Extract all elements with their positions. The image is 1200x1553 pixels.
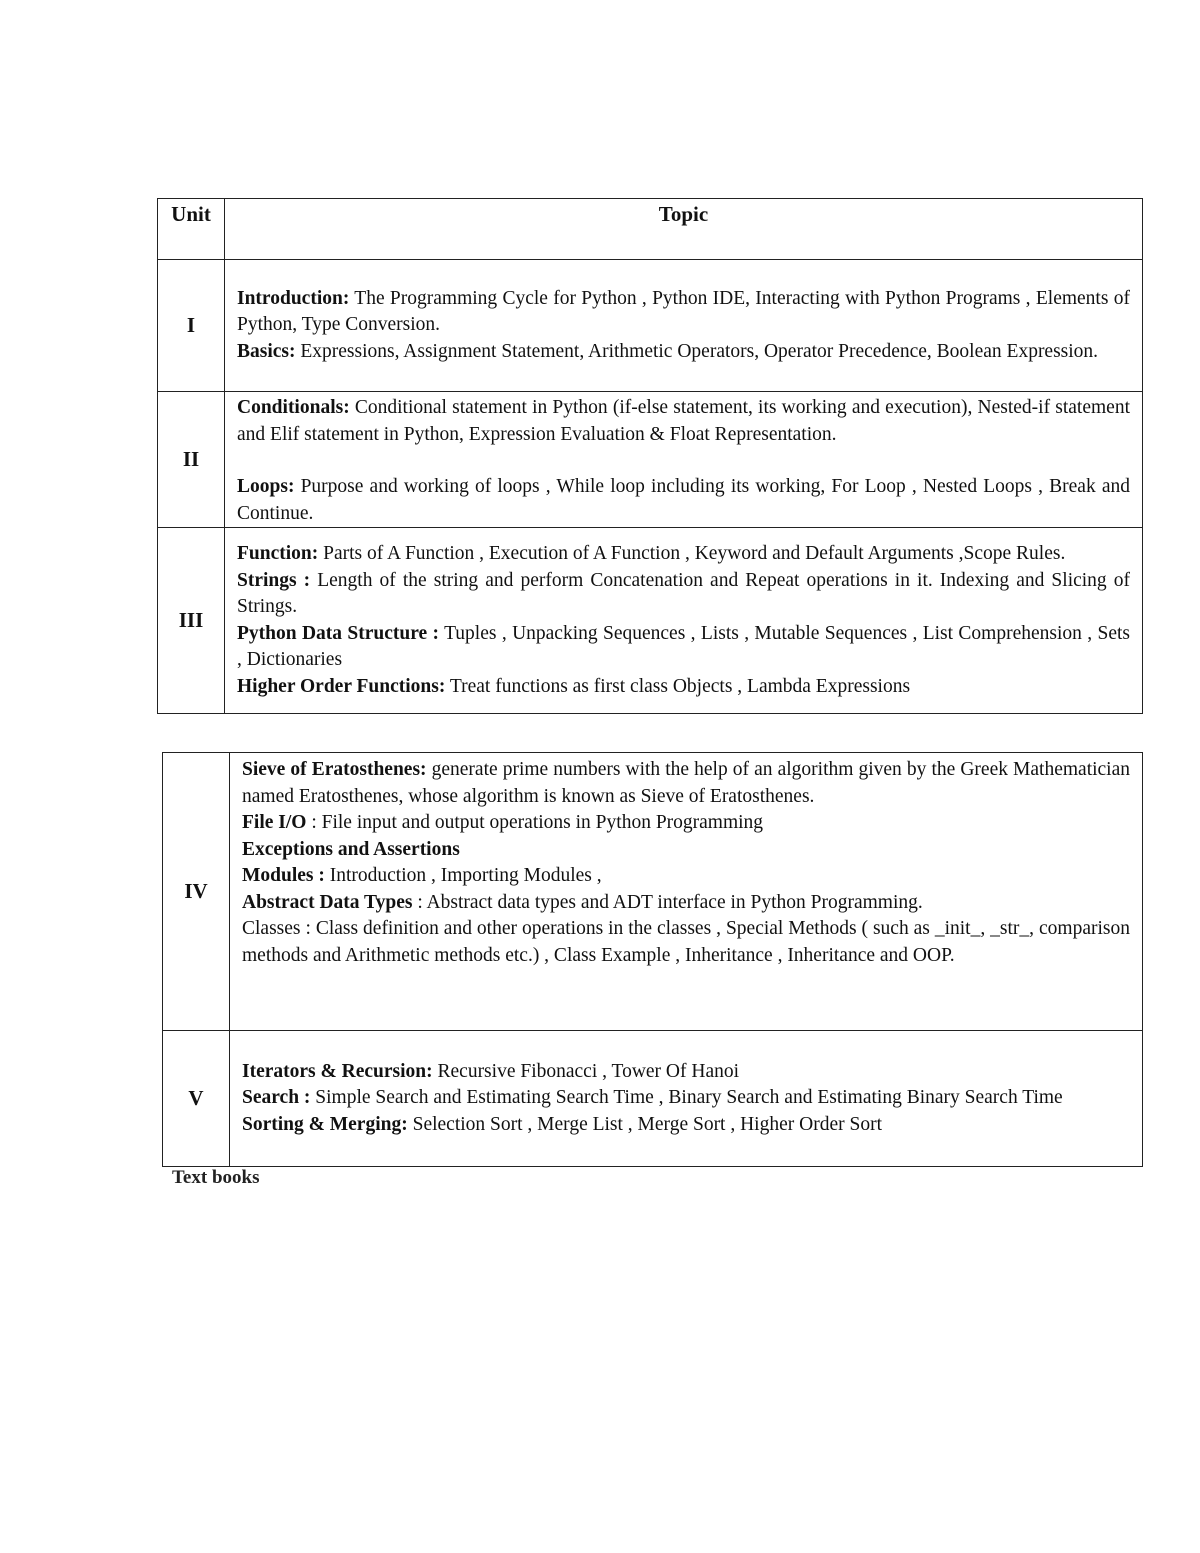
topic-block <box>237 339 1130 366</box>
topic-label: Loops: <box>237 476 295 497</box>
topic-block <box>237 568 1130 621</box>
topic-block <box>242 1085 1130 1112</box>
topic-label: Conditionals: <box>237 397 350 418</box>
topic-block <box>242 1112 1130 1139</box>
topic-label: Higher Order Functions: <box>237 675 446 697</box>
topic-block <box>237 541 1130 568</box>
topic-label: Sieve of Eratosthenes: <box>242 759 427 780</box>
unit-row-5 <box>163 1031 1143 1167</box>
topic-text: The Programming Cycle for Python , Python IDE, Interacting with Python Programs , Elements of Python, Type Conversion. <box>237 287 1130 336</box>
topic-text: Treat functions as first class Objects , Lambda Expressions <box>445 675 911 697</box>
unit-row-2 <box>158 392 1143 528</box>
topic-text: Length of the string and perform Concatenation and Repeat operations in it. Indexing and Slicing of Strings. <box>237 569 1130 617</box>
topic-block <box>242 890 1130 917</box>
topic-text: Tuples , Unpacking Sequences , Lists , Mutable Sequences , List Comprehension , Sets , Dictionaries <box>237 622 1130 670</box>
unit-topics <box>225 260 1143 392</box>
topic-text: Purpose and working of loops , While loop including its working, For Loop , Nested Loops , Break and Continue. <box>237 476 1130 524</box>
unit-row-4 <box>163 753 1143 1031</box>
topic-block <box>237 286 1130 339</box>
topic-block <box>242 837 1130 864</box>
topic-label: Iterators & Recursion: <box>242 1060 433 1082</box>
topic-text: Selection Sort , Merge List , Merge Sort , Higher Order Sort <box>407 1113 882 1135</box>
syllabus-table-part1 <box>157 198 1143 714</box>
topic-block <box>242 863 1130 890</box>
topic-text: Conditional statement in Python (if-else statement, its working and execution), Nested-if statement and Elif statement in Python, Expression Evaluation & Float Representation. <box>237 397 1130 445</box>
topic-label: Python Data Structure : <box>237 622 440 644</box>
topic-block <box>237 395 1130 448</box>
unit-number: V <box>163 1031 230 1167</box>
topic-label: Abstract Data Types <box>242 891 413 913</box>
unit-topics <box>230 1031 1143 1167</box>
unit-topics <box>225 392 1143 528</box>
topic-label: File I/O <box>242 812 307 833</box>
unit-row-1 <box>158 260 1143 392</box>
cut-off-heading: Text books <box>172 1167 260 1188</box>
topic-label: Search : <box>242 1087 311 1109</box>
topic-text: generate prime numbers with the help of an algorithm given by the Greek Mathematician named Eratosthenes, whose algorithm is known as Sieve of Eratosthenes. <box>242 759 1131 807</box>
topic-text: Classes : Class definition and other operations in the classes , Special Methods ( such as _init_, _str_, comparison methods and Arithmetic methods etc.) , Class Example , Inheritance , Inheritance and OOP. <box>242 918 1130 966</box>
unit-topics <box>225 528 1143 714</box>
topic-label: Sorting & Merging: <box>242 1113 408 1135</box>
unit-number: II <box>158 392 225 528</box>
topic-text: Introduction , Importing Modules , <box>324 865 602 886</box>
topic-label: Function: <box>237 543 319 564</box>
syllabus-table-part2 <box>162 752 1143 1167</box>
topic-label: Strings : <box>237 569 311 591</box>
topic-text: : Abstract data types and ADT interface in Python Programming. <box>412 891 923 913</box>
topic-block <box>242 916 1130 969</box>
unit-row-3 <box>158 528 1143 714</box>
unit-topics <box>230 753 1143 1031</box>
topic-block <box>242 757 1130 810</box>
topic-header: Topic <box>225 199 1143 260</box>
topic-text: Parts of A Function , Execution of A Function , Keyword and Default Arguments ,Scope Rules. <box>318 543 1066 564</box>
topic-block <box>237 474 1130 527</box>
topic-text: Simple Search and Estimating Search Time , Binary Search and Estimating Binary Search Time <box>310 1087 1063 1109</box>
unit-number: III <box>158 528 225 714</box>
topic-block <box>242 810 1130 837</box>
topic-block <box>237 621 1130 674</box>
topic-label: Modules : <box>242 865 325 886</box>
topic-block <box>242 1059 1130 1086</box>
topic-text: Recursive Fibonacci , Tower Of Hanoi <box>432 1060 740 1082</box>
unit-number: IV <box>163 753 230 1031</box>
unit-number: I <box>158 260 225 392</box>
topic-label: Exceptions and Assertions <box>242 838 460 860</box>
topic-text: Expressions, Assignment Statement, Arithmetic Operators, Operator Precedence, Boolean Expression. <box>295 340 1099 362</box>
unit-header: Unit <box>158 199 225 260</box>
table-header-row <box>158 199 1143 260</box>
topic-text: : File input and output operations in Python Programming <box>306 812 764 833</box>
topic-label: Basics: <box>237 340 296 362</box>
topic-block <box>237 674 1130 701</box>
topic-label: Introduction: <box>237 287 350 309</box>
